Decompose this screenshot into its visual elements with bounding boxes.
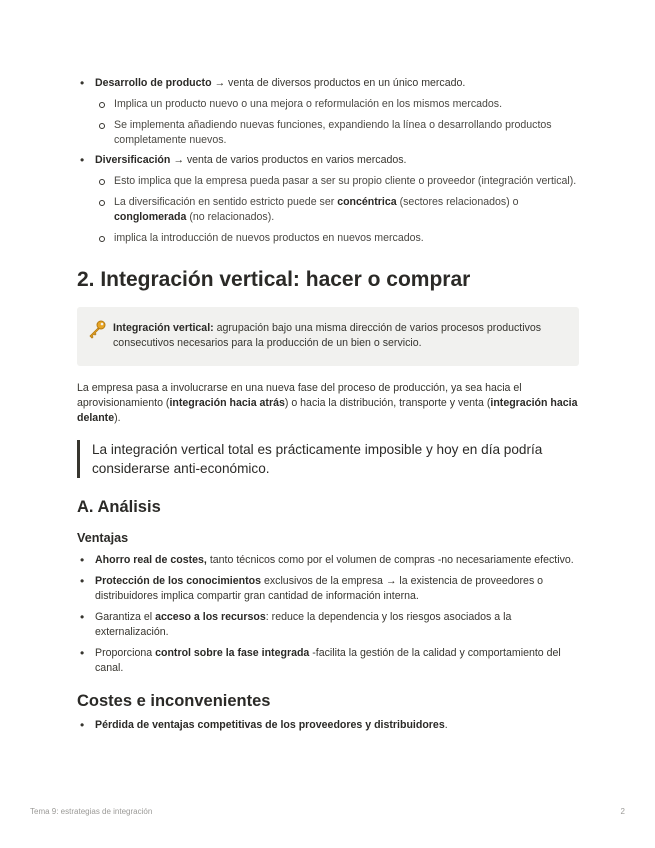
costes-heading: Costes e inconvenientes	[77, 692, 271, 710]
item-text: tanto técnicos como por el volumen de compras -no necesariamente efectivo.	[206, 554, 574, 566]
item-text: .	[444, 719, 448, 731]
bold-term: Protección de los conocimientos	[95, 575, 262, 587]
ventajas-heading: Ventajas	[77, 531, 129, 545]
sub-item-text: Se implementa añadiendo nuevas funciones, expandiendo la línea o desarrollando productos completamente nuevos.	[114, 119, 552, 146]
bold-term: conglomerada	[114, 211, 187, 223]
sub-list-item	[95, 195, 579, 225]
sub-item-text: Implica un producto nuevo o una mejora o reformulación en los mismos mercados.	[114, 98, 503, 110]
sub-list	[95, 174, 579, 246]
item-text: -facilita la gestión de la calidad y comportamiento del canal.	[95, 647, 561, 674]
bold-term: concéntrica	[337, 196, 397, 208]
callout-bold: Integración vertical:	[113, 322, 214, 334]
list-item	[77, 553, 579, 568]
item-text: → venta de diversos productos en un único mercado.	[211, 77, 466, 89]
sub-item-text: implica la introducción de nuevos productos en nuevos mercados.	[114, 232, 424, 244]
sub-item-text: (sectores relacionados) o	[396, 196, 519, 208]
bold-term: Diversificación	[95, 154, 171, 166]
paragraph-text: ) o hacia la distribución, transporte y venta (	[284, 397, 491, 409]
sub-item-text: Esto implica que la empresa pueda pasar a ser su propio cliente o proveedor (integración vertical).	[114, 175, 577, 187]
list-item	[77, 718, 579, 733]
sub-list-item	[95, 231, 579, 246]
list-item	[77, 646, 579, 676]
sub-list-item	[95, 97, 579, 112]
bold-term: Pérdida de ventajas competitivas de los proveedores y distribuidores	[95, 719, 445, 731]
list-item	[77, 574, 579, 604]
subsection-heading: A. Análisis	[77, 498, 161, 516]
ventajas-list	[77, 553, 579, 676]
sub-list-item	[95, 174, 579, 189]
bold-term: integración hacia delante	[77, 397, 578, 424]
callout-text: agrupación bajo una misma dirección de varios procesos productivos consecutivos necesarios para la producción de un bien o servicio.	[113, 322, 542, 349]
bold-term: control sobre la fase integrada	[155, 647, 310, 659]
bold-term: Desarrollo de producto	[95, 77, 212, 89]
item-text: : reduce la dependencia y los riesgos asociados a la externalización.	[95, 611, 512, 638]
list-item	[77, 610, 579, 640]
sub-item-text: La diversificación en sentido estricto puede ser	[114, 196, 338, 208]
sub-item-text: (no relacionados).	[186, 211, 275, 223]
sub-list	[95, 97, 579, 148]
bold-term: acceso a los recursos	[155, 611, 266, 623]
item-text: exclusivos de la empresa → la existencia de proveedores o distribuidores implica compartir gran cantidad de información interna.	[95, 575, 544, 602]
paragraph	[77, 381, 579, 426]
key-icon	[87, 319, 107, 344]
document-page	[77, 70, 579, 733]
sub-list-item	[95, 118, 579, 148]
strategy-list	[77, 76, 579, 246]
paragraph-text: ).	[114, 412, 121, 424]
costes-list	[77, 718, 579, 733]
list-item-diversificacion	[77, 153, 579, 246]
item-text: → venta de varios productos en varios mercados.	[170, 154, 407, 166]
page-number: 2	[620, 807, 625, 816]
bold-term: integración hacia atrás	[169, 397, 285, 409]
section-heading: 2. Integración vertical: hacer o comprar	[77, 268, 471, 291]
blockquote: La integración vertical total es prácticamente imposible y hoy en día podría considerarse anti-económico.	[77, 440, 579, 478]
bold-term: Ahorro real de costes,	[95, 554, 207, 566]
definition-callout	[77, 307, 579, 366]
item-text: Proporciona	[95, 647, 156, 659]
list-item-desarrollo	[77, 76, 579, 148]
item-text: Garantiza el	[95, 611, 156, 623]
footer-title: Tema 9: estrategias de integración	[30, 807, 153, 816]
paragraph-text: La empresa pasa a involucrarse en una nueva fase del proceso de producción, ya sea hacia el aprovisionamiento (	[77, 382, 522, 409]
